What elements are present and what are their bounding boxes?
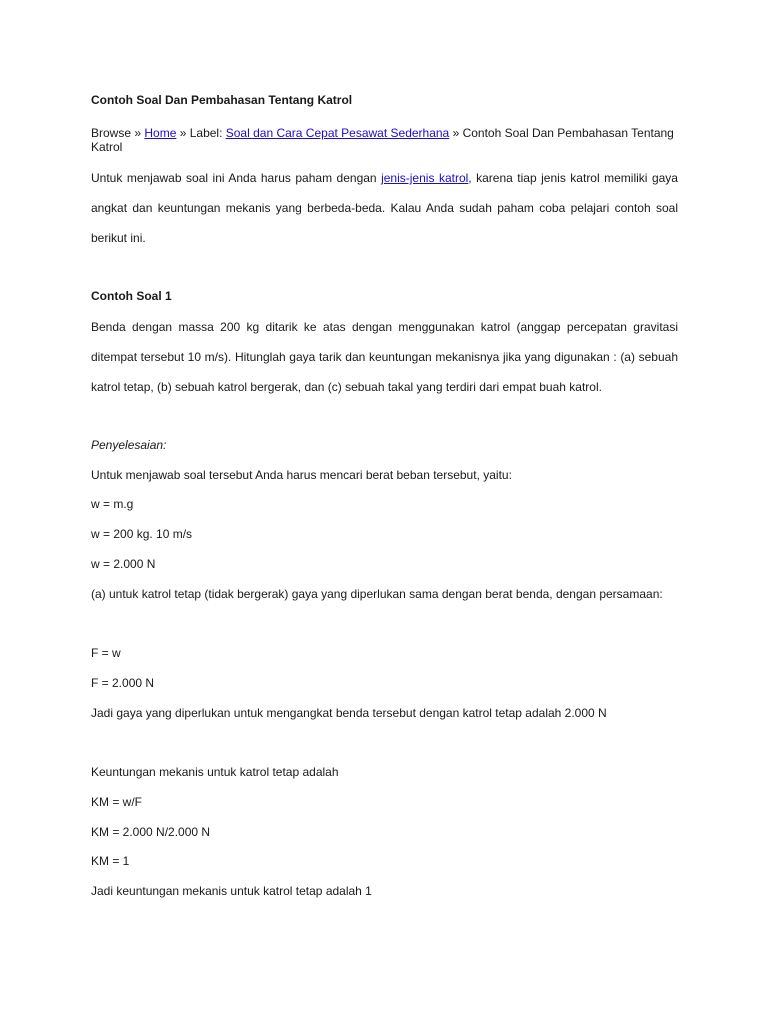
equation-w-substitution: w = 200 kg. 10 m/s <box>91 527 193 541</box>
breadcrumb-current: Contoh Soal Dan Pembahasan Tentang Katrol <box>91 126 674 154</box>
breadcrumb-label-link[interactable]: Soal dan Cara Cepat Pesawat Sederhana <box>225 126 450 140</box>
equation-km-substitution: KM = 2.000 N/2.000 N <box>91 825 211 839</box>
page-title: Contoh Soal Dan Pembahasan Tentang Katrol <box>91 93 353 107</box>
intro-text-after: , karena tiap jenis katrol memiliki gaya angkat dan keuntungan mekanis yang berbeda-beda. Kalau Anda sudah paham coba pelajari contoh soal berikut ini. <box>91 171 678 245</box>
equation-w-result: w = 2.000 N <box>91 557 156 571</box>
equation-km-formula: KM = w/F <box>91 795 143 809</box>
intro-text-before: Untuk menjawab soal ini Anda harus paham dengan <box>91 171 382 185</box>
solution-label: Penyelesaian: <box>91 438 167 452</box>
jenis-katrol-link[interactable]: jenis-jenis katrol <box>381 171 469 185</box>
km-intro: Keuntungan mekanis untuk katrol tetap adalah <box>91 765 339 779</box>
breadcrumb-separator: » <box>131 126 145 140</box>
equation-f-formula: F = w <box>91 646 121 660</box>
intro-paragraph <box>91 163 678 253</box>
breadcrumb-separator: » <box>449 126 463 140</box>
solution-intro: Untuk menjawab soal tersebut Anda harus mencari berat beban tersebut, yaitu: <box>91 468 512 482</box>
equation-f-result: F = 2.000 N <box>91 676 155 690</box>
problem-paragraph: Benda dengan massa 200 kg ditarik ke atas dengan menggunakan katrol (anggap percepatan gravitasi ditempat tersebut 10 m/s). Hitunglah gaya tarik dan keuntungan mekanisnya jika yang digunakan : (a) sebuah katrol tetap, (b) sebuah katrol bergerak, dan (c) sebuah takal yang terdiri dari empat buah katrol. <box>91 320 678 394</box>
conclusion-km: Jadi keuntungan mekanis untuk katrol tetap adalah 1 <box>91 884 372 898</box>
equation-km-result: KM = 1 <box>91 854 130 868</box>
part-a-paragraph: (a) untuk katrol tetap (tidak bergerak) gaya yang diperlukan sama dengan berat benda, dengan persamaan: <box>91 587 663 601</box>
breadcrumb-home-link[interactable]: Home <box>144 126 177 140</box>
section-heading: Contoh Soal 1 <box>91 289 172 303</box>
breadcrumb-browse: Browse <box>91 126 132 140</box>
conclusion-force: Jadi gaya yang diperlukan untuk mengangkat benda tersebut dengan katrol tetap adalah 2.000 N <box>91 706 607 720</box>
equation-w-formula: w = m.g <box>91 497 134 511</box>
breadcrumb <box>91 126 678 154</box>
breadcrumb-label-prefix: » Label: <box>176 126 226 140</box>
